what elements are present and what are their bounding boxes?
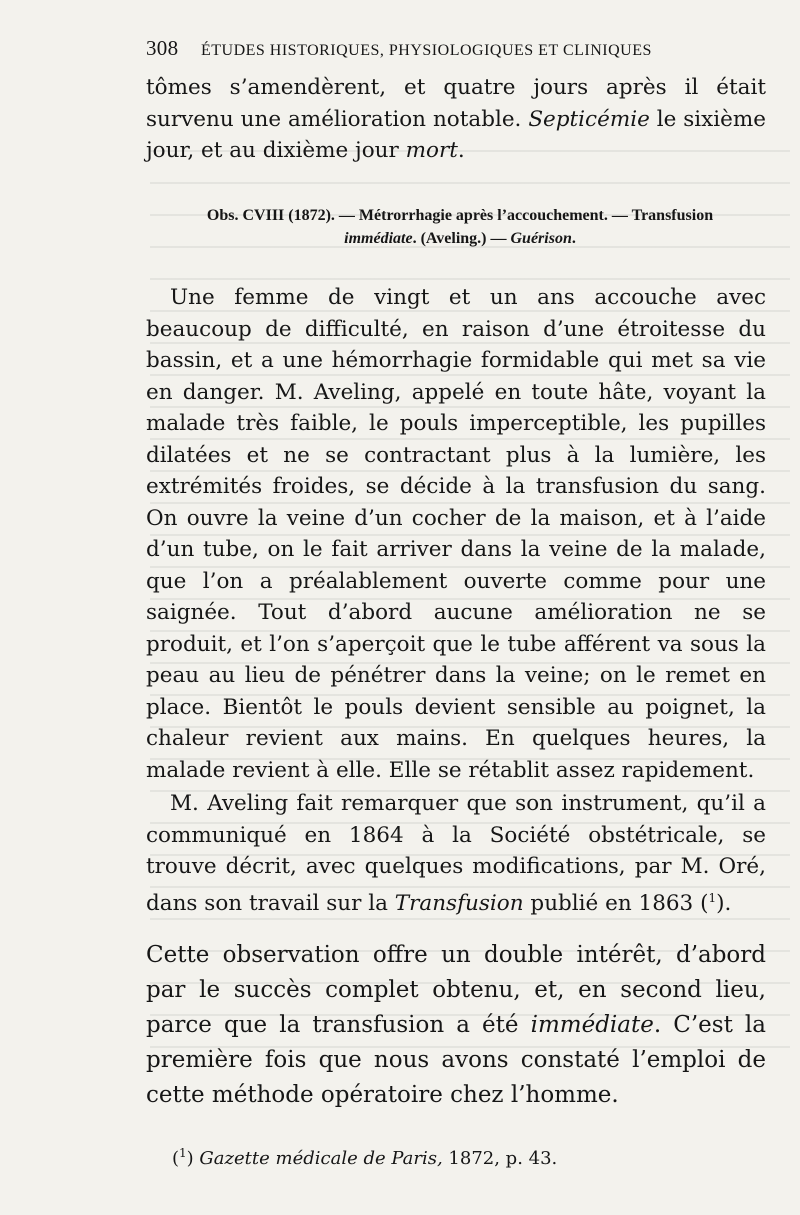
p3-italic-transfusion: Transfusion [394, 890, 524, 916]
page-number: 308 [146, 36, 179, 60]
paragraph-instrument-remark [146, 788, 766, 919]
paragraph-continuation [146, 72, 766, 167]
footnote: ($^1$) Gazette médicale de Paris, 1872, p. 43. [172, 1146, 558, 1169]
p3-text-c: ). [716, 890, 732, 916]
obs-italic-immediate: immédiate [344, 230, 413, 247]
footnote-italic-source: Gazette médicale de Paris, [199, 1148, 443, 1169]
p2-text: Une femme de vingt et un ans accouche avec beaucoup de difficulté, en raison d’une étroitesse du bassin, et a une hémorrhagie formidable qui met sa vie en danger. M. Aveling, appelé en toute hâte, voyant la malade très faible, le pouls imperceptible, les pupilles dilatées et ne se contractant plus à la lumière, les extrémités froides, se décide à la transfusion du sang. On ouvre la veine d’un cocher de la maison, et à l’aide d’un tube, on le fait arriver dans la veine de la malade, que l’on a préalablement ouverte comme pour une saignée. Tout d’abord aucune amélioration ne se produit, et l’on s’aperçoit que le tube afférent va sous la peau au lieu de pénétrer dans la veine; on le remet en place. Bientôt le pouls devient sensible au poignet, la chaleur revient aux mains. En quelques heures, la malade revient à elle. Elle se rétablit assez rapidement. [146, 285, 766, 783]
running-header [146, 36, 760, 61]
p1-text-a: tômes s’amendèrent, et quatre jours après il était survenu une amélioration notable. [146, 75, 766, 132]
obs-text-end: . [571, 230, 576, 247]
obs-text-aveling: . (Aveling.) — [412, 230, 511, 247]
obs-heading-line2 [160, 227, 760, 250]
p1-italic-mort: mort [405, 138, 458, 163]
paragraph-case-description [146, 282, 766, 786]
footnote-reference: 1 [708, 890, 717, 905]
p1-italic-septicemie: Septicémie [528, 106, 650, 132]
p4-inner [146, 938, 766, 1113]
p3-text-b: publié en 1863 ( [523, 890, 709, 916]
p3-text-a: M. Aveling fait remarquer que son instrument, qu’il a communiqué en 1864 à la Société obstétricale, se trouve décrit, avec quelques modifications, par M. Oré, dans son travail sur la [146, 791, 766, 916]
p1-text-c: . [457, 138, 465, 163]
observation-heading [160, 204, 760, 250]
footnote-text: 1872, p. 43. [442, 1148, 558, 1169]
p3-inner [146, 788, 766, 919]
obs-italic-guerison: Guérison [510, 230, 572, 247]
p4-text-b: . C’est la première fois que nous avons constaté l’emploi de cette méthode opératoire chez l’homme. [146, 1012, 766, 1108]
running-title: ÉTUDES HISTORIQUES, PHYSIOLOGIQUES ET CLINIQUES [200, 42, 652, 59]
p1-text-b: le sixième jour, et au dixième jour [146, 106, 767, 163]
paragraph-conclusion [146, 938, 766, 1113]
p4-text-a: Cette observation offre un double intérêt, d’abord par le succès complet obtenu, et, en second lieu, parce que la transfusion a été [146, 942, 766, 1038]
footnote-marker: 1 [179, 1146, 187, 1160]
obs-heading-line1: Obs. CVIII (1872). — Métrorrhagie après l’accouchement. — Transfusion [206, 207, 714, 224]
p4-italic-immediate: immédiate [530, 1012, 654, 1038]
